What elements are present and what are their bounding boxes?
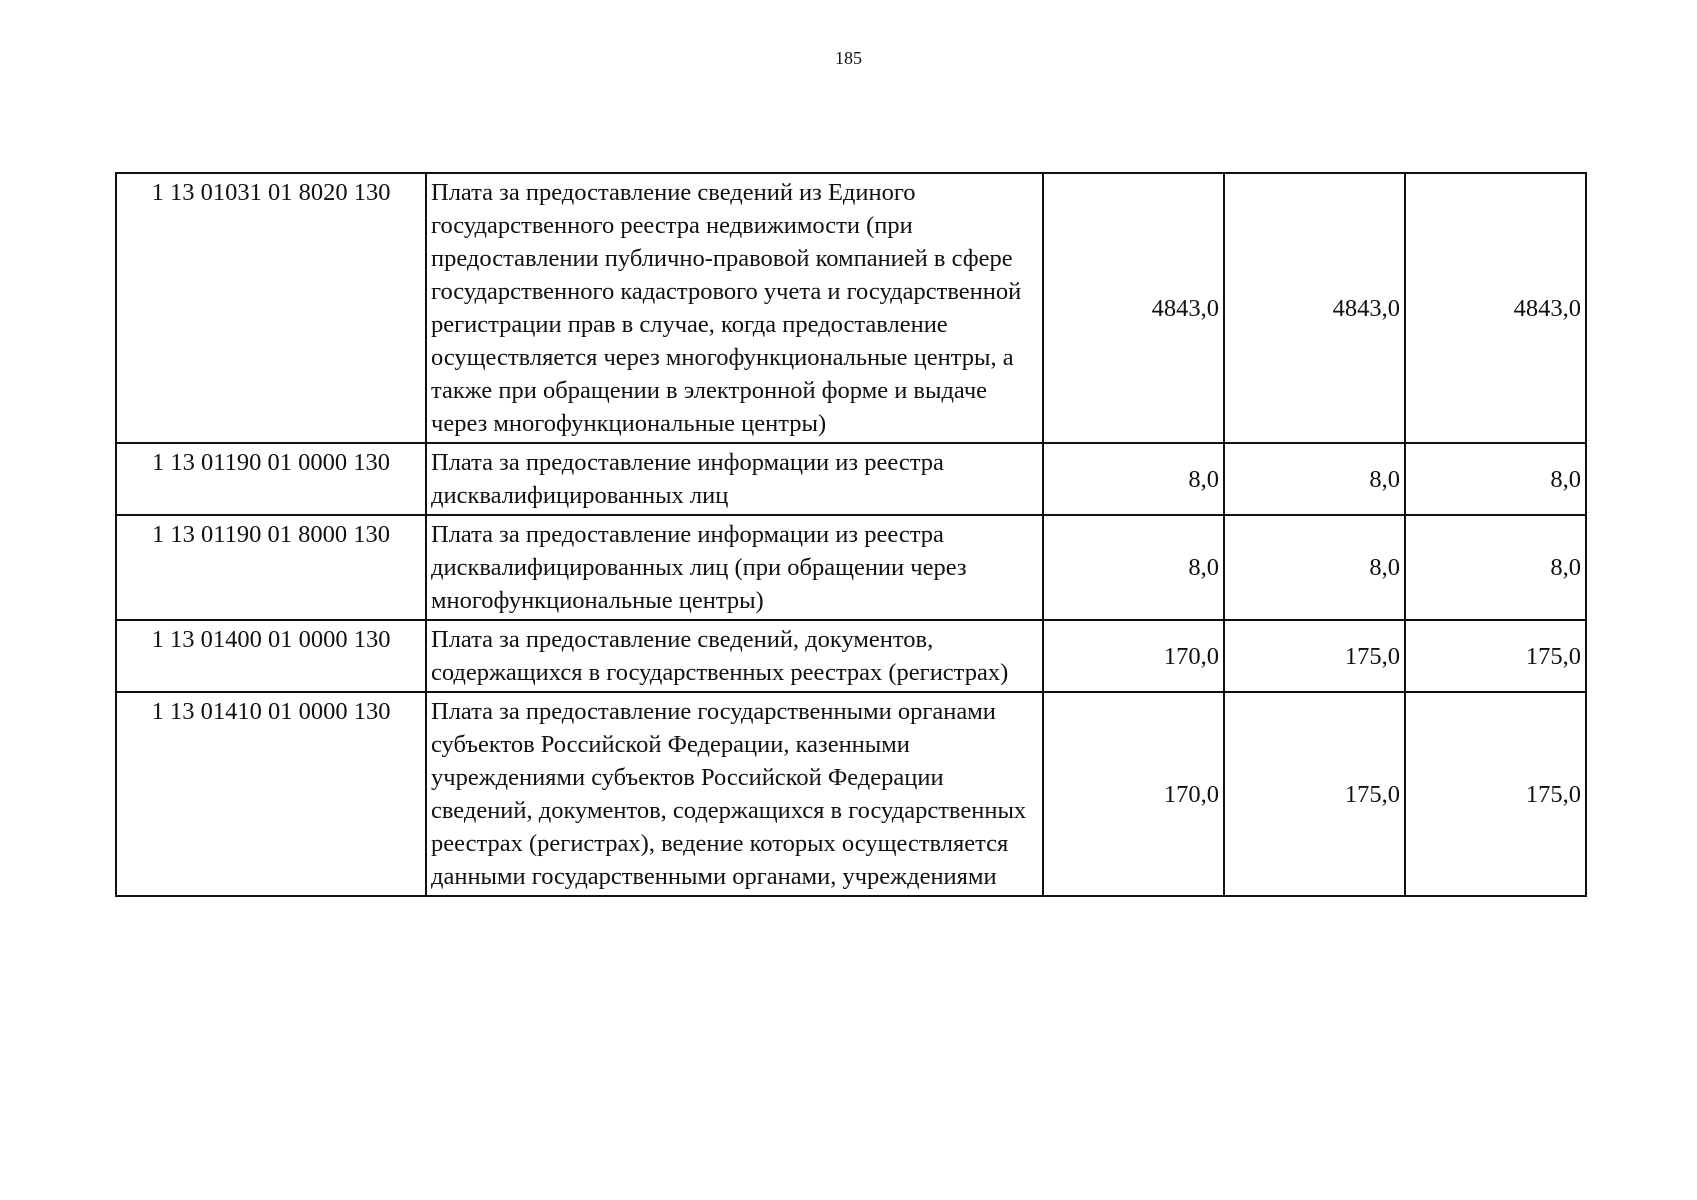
value-year-1: 8,0 [1043,443,1224,515]
value-year-1: 170,0 [1043,692,1224,896]
page-number: 185 [835,48,862,68]
value-year-1: 8,0 [1043,515,1224,620]
revenue-code: 1 13 01400 01 0000 130 [116,620,426,692]
value-year-2: 4843,0 [1224,173,1405,443]
table-row [116,515,1586,620]
revenue-code: 1 13 01031 01 8020 130 [116,173,426,443]
value-year-3: 175,0 [1405,692,1586,896]
revenue-description: Плата за предоставление информации из реестра дисквалифицированных лиц (при обращении через многофункциональные центры) [426,515,1043,620]
value-year-2: 8,0 [1224,443,1405,515]
revenue-code: 1 13 01190 01 8000 130 [116,515,426,620]
revenue-description: Плата за предоставление сведений, документов, содержащихся в государственных реестрах (регистрах) [426,620,1043,692]
value-year-3: 8,0 [1405,443,1586,515]
revenue-code: 1 13 01190 01 0000 130 [116,443,426,515]
revenue-description: Плата за предоставление государственными органами субъектов Российской Федерации, казенными учреждениями субъектов Российской Федерации сведений, документов, содержащихся в государственных реестрах (регистрах), ведение которых осуществляется данными государственными органами, учреждениями [426,692,1043,896]
table-row [116,443,1586,515]
value-year-3: 8,0 [1405,515,1586,620]
value-year-3: 4843,0 [1405,173,1586,443]
value-year-1: 170,0 [1043,620,1224,692]
value-year-1: 4843,0 [1043,173,1224,443]
revenue-description: Плата за предоставление сведений из Единого государственного реестра недвижимости (при предоставлении публично-правовой компанией в сфере государственного кадастрового учета и государственной регистрации прав в случае, когда предоставление осуществляется через многофункциональные центры, а также при обращении в электронной форме и выдаче через многофункциональные центры) [426,173,1043,443]
revenue-table [115,172,1587,897]
value-year-2: 175,0 [1224,620,1405,692]
value-year-2: 8,0 [1224,515,1405,620]
table-row [116,620,1586,692]
table-row [116,692,1586,896]
value-year-3: 175,0 [1405,620,1586,692]
value-year-2: 175,0 [1224,692,1405,896]
table-row [116,173,1586,443]
revenue-description: Плата за предоставление информации из реестра дисквалифицированных лиц [426,443,1043,515]
revenue-code: 1 13 01410 01 0000 130 [116,692,426,896]
